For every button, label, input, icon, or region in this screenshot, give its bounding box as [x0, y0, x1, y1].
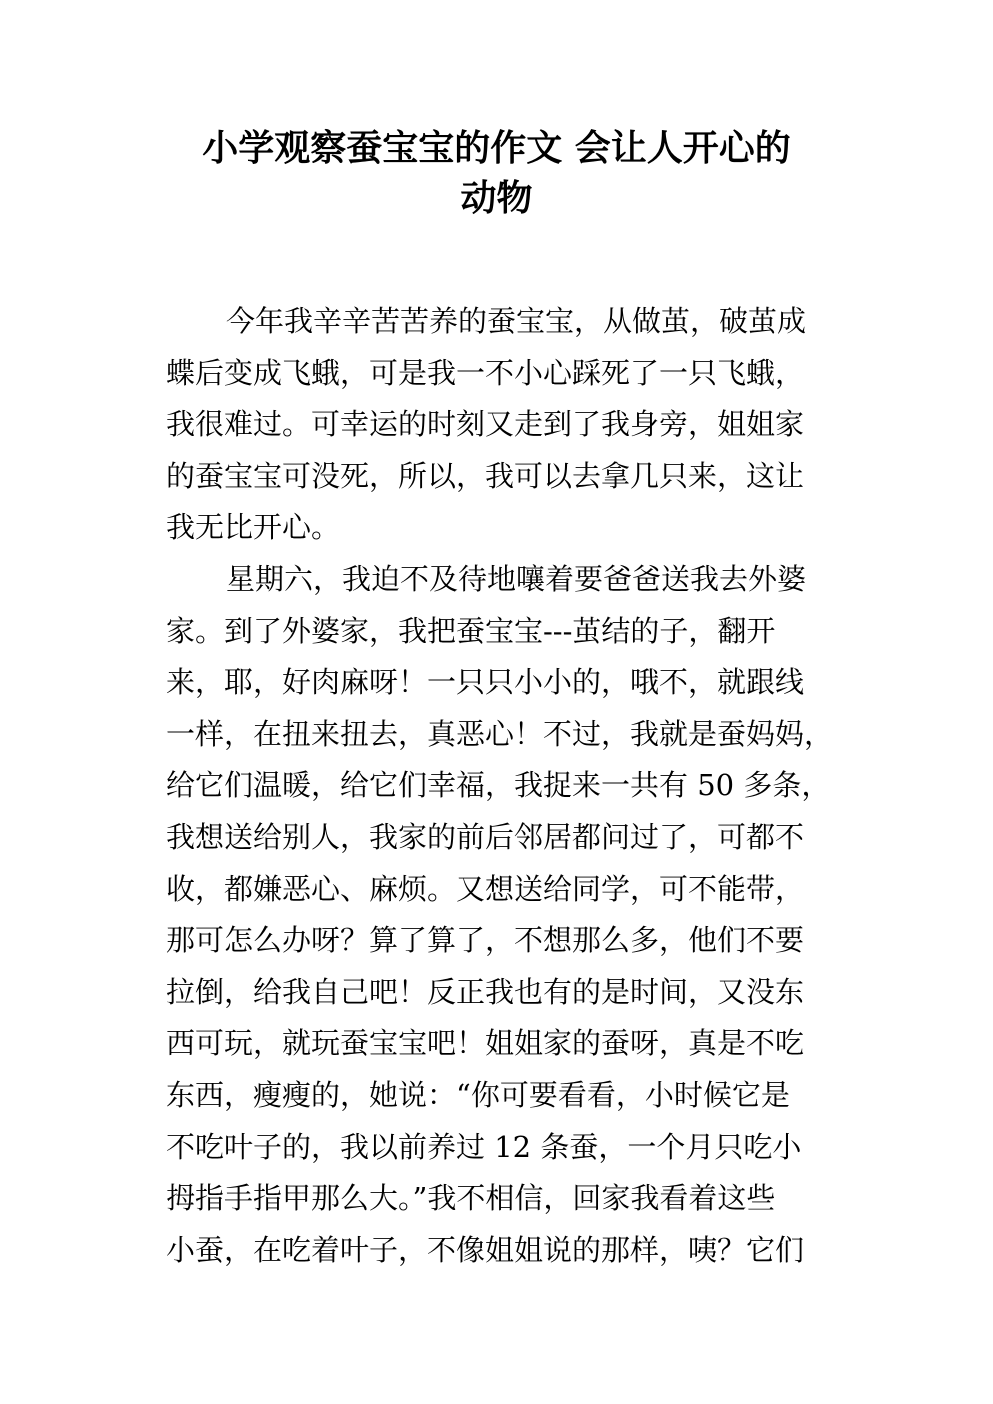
title-line-2: 动物: [460, 178, 533, 219]
text-line: 收，都嫌恶心、麻烦。又想送给同学，可不能带，: [166, 871, 805, 906]
text-line: 星期六，我迫不及待地嚷着要爸爸送我去外婆: [226, 561, 807, 596]
text-line: 家。到了外婆家，我把蚕宝宝---茧结的子，翻开: [166, 613, 776, 648]
text-line: 不吃叶子的，我以前养过 12 条蚕，一个月只吃小: [166, 1129, 802, 1164]
text-line: 那可怎么办呀？算了算了，不想那么多，他们不要: [166, 923, 805, 958]
text-line: 西可玩，就玩蚕宝宝吧！姐姐家的蚕呀，真是不吃: [166, 1026, 805, 1061]
document-body: [166, 296, 846, 1276]
text-line: 小蚕，在吃着叶子，不像姐姐说的那样，咦？它们: [166, 1232, 805, 1267]
text-line: 今年我辛辛苦苦养的蚕宝宝，从做茧，破茧成: [226, 304, 807, 338]
text-line: 一样，在扭来扭去，真恶心！不过，我就是蚕妈妈，: [166, 716, 834, 751]
text-line: 我无比开心。: [166, 510, 341, 545]
title-line-1: 小学观察蚕宝宝的作文 会让人开心的: [202, 128, 791, 169]
text-line: 拇指手指甲那么大。”我不相信，回家我看着这些: [166, 1181, 776, 1216]
paragraph: [166, 554, 846, 1276]
document-title: [0, 124, 993, 224]
text-line: 我想送给别人，我家的前后邻居都问过了，可都不: [166, 819, 805, 854]
paragraph: [166, 296, 846, 554]
text-line: 拉倒，给我自己吧！反正我也有的是时间，又没东: [166, 974, 805, 1009]
text-line: 来，耶，好肉麻呀！一只只小小的，哦不，就跟线: [166, 665, 805, 700]
text-line: 蝶后变成飞蛾，可是我一不小心踩死了一只飞蛾，: [166, 355, 805, 390]
text-line: 我很难过。可幸运的时刻又走到了我身旁，姐姐家: [166, 407, 805, 442]
text-line: 的蚕宝宝可没死，所以，我可以去拿几只来，这让: [166, 458, 805, 493]
text-line: 东西，瘦瘦的，她说：“你可要看看，小时候它是: [166, 1077, 790, 1112]
text-line: 给它们温暖，给它们幸福，我捉来一共有 50 多条，: [166, 768, 831, 803]
